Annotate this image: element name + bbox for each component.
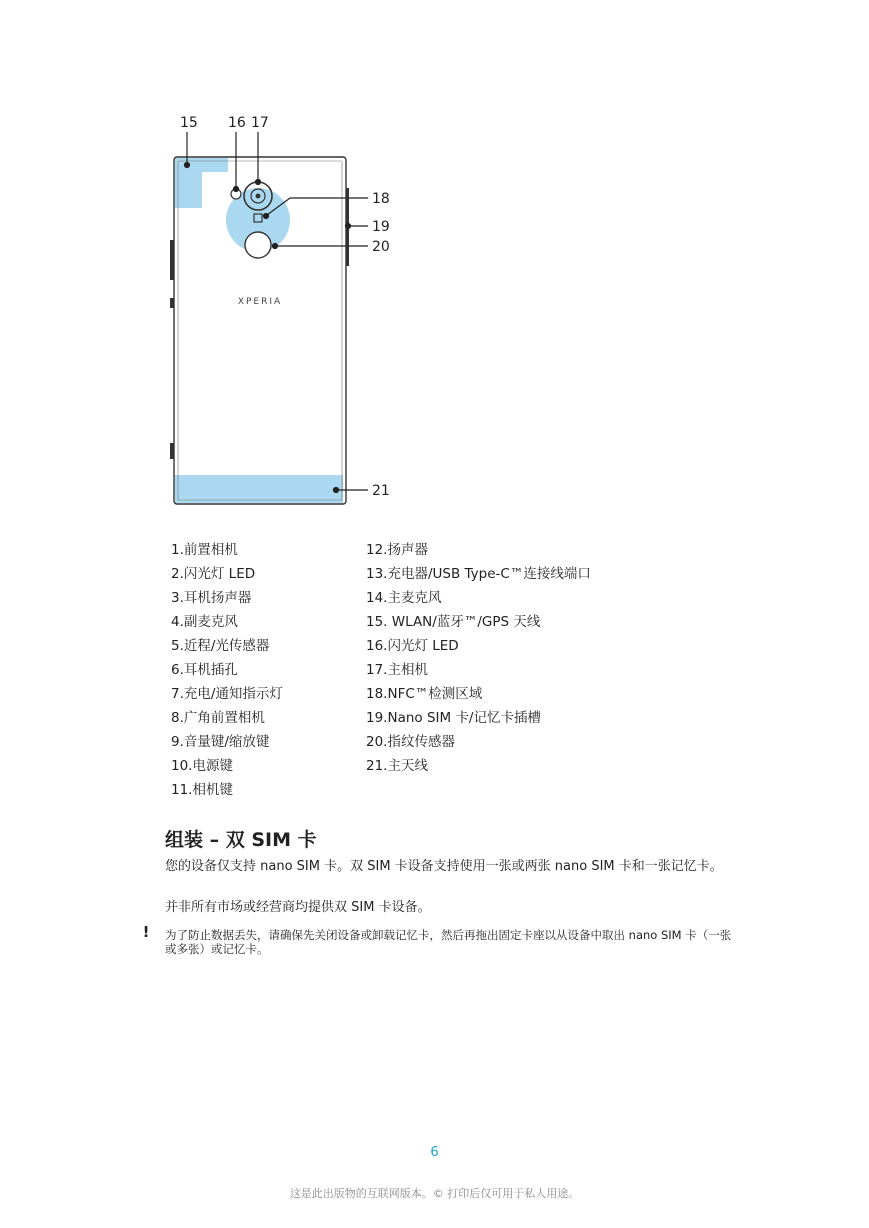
warning-icon: !: [142, 923, 150, 941]
section-title: 组装 – 双 SIM 卡: [165, 829, 317, 851]
legend-item: 21.主天线: [366, 758, 428, 774]
legend-column-left: [171, 538, 283, 802]
legend-item: 4.副麦克风: [171, 614, 238, 630]
legend-item: 19.Nano SIM 卡/记忆卡插槽: [366, 710, 541, 726]
phone-back-diagram: [0, 0, 869, 520]
legend-item: 6.耳机插孔: [171, 662, 238, 678]
legend-item: 3.耳机扬声器: [171, 590, 252, 606]
callout-17: 17: [251, 115, 269, 131]
legend-item: 12.扬声器: [366, 542, 428, 558]
legend-item: 2.闪光灯 LED: [171, 566, 256, 582]
wlan-antenna-area: [175, 158, 228, 208]
page-number: 6: [430, 1145, 439, 1160]
brand-logo: XPERIA: [237, 297, 283, 307]
callout-16: 16: [228, 115, 246, 131]
legend-item: 9.音量键/缩放键: [171, 734, 270, 750]
callout-21: 21: [372, 483, 390, 499]
callout-19: 19: [372, 219, 390, 235]
callout-20: 20: [372, 239, 390, 255]
camera-lens-center-icon: [256, 194, 261, 199]
legend-item: 18.NFC™检测区域: [366, 686, 483, 702]
legend-item: 5.近程/光传感器: [171, 638, 270, 654]
legend-item: 17.主相机: [366, 662, 428, 678]
legend-item: 10.电源键: [171, 758, 233, 774]
leader-lines: [185, 132, 369, 493]
main-antenna-area: [175, 475, 343, 503]
paragraph-availability: 并非所有市场或经营商均提供双 SIM 卡设备。: [165, 900, 431, 915]
legend-item: 15. WLAN/蓝牙™/GPS 天线: [366, 614, 541, 630]
fingerprint-sensor-icon: [245, 232, 271, 258]
paragraph-dual-sim: 您的设备仅支持 nano SIM 卡。双 SIM 卡设备支持使用一张或两张 nano SIM 卡和一张记忆卡。: [165, 859, 723, 874]
power-key: [170, 298, 174, 308]
legend-item: 7.充电/通知指示灯: [171, 686, 283, 702]
legend-item: 13.充电器/USB Type-C™连接线端口: [366, 566, 591, 582]
legend-item: 1.前置相机: [171, 542, 238, 558]
legend-item: 8.广角前置相机: [171, 710, 265, 726]
legend-column-right: [366, 538, 591, 778]
note-text: 为了防止数据丢失，请确保先关闭设备或卸载记忆卡，然后再拖出固定卡座以从设备中取出 nano SIM 卡（一张或多张）或记忆卡。: [165, 928, 732, 956]
camera-key: [170, 443, 174, 459]
legend-item: 11.相机键: [171, 782, 233, 798]
callout-18: 18: [372, 191, 390, 207]
callout-15: 15: [180, 115, 198, 131]
legend-item: 20.指纹传感器: [366, 734, 455, 750]
legend-item: 16.闪光灯 LED: [366, 638, 459, 654]
legend-item: 14.主麦克风: [366, 590, 442, 606]
footer-notice: 这是此出版物的互联网版本。© 打印后仅可用于私人用途。: [289, 1187, 580, 1200]
volume-key: [170, 240, 174, 280]
